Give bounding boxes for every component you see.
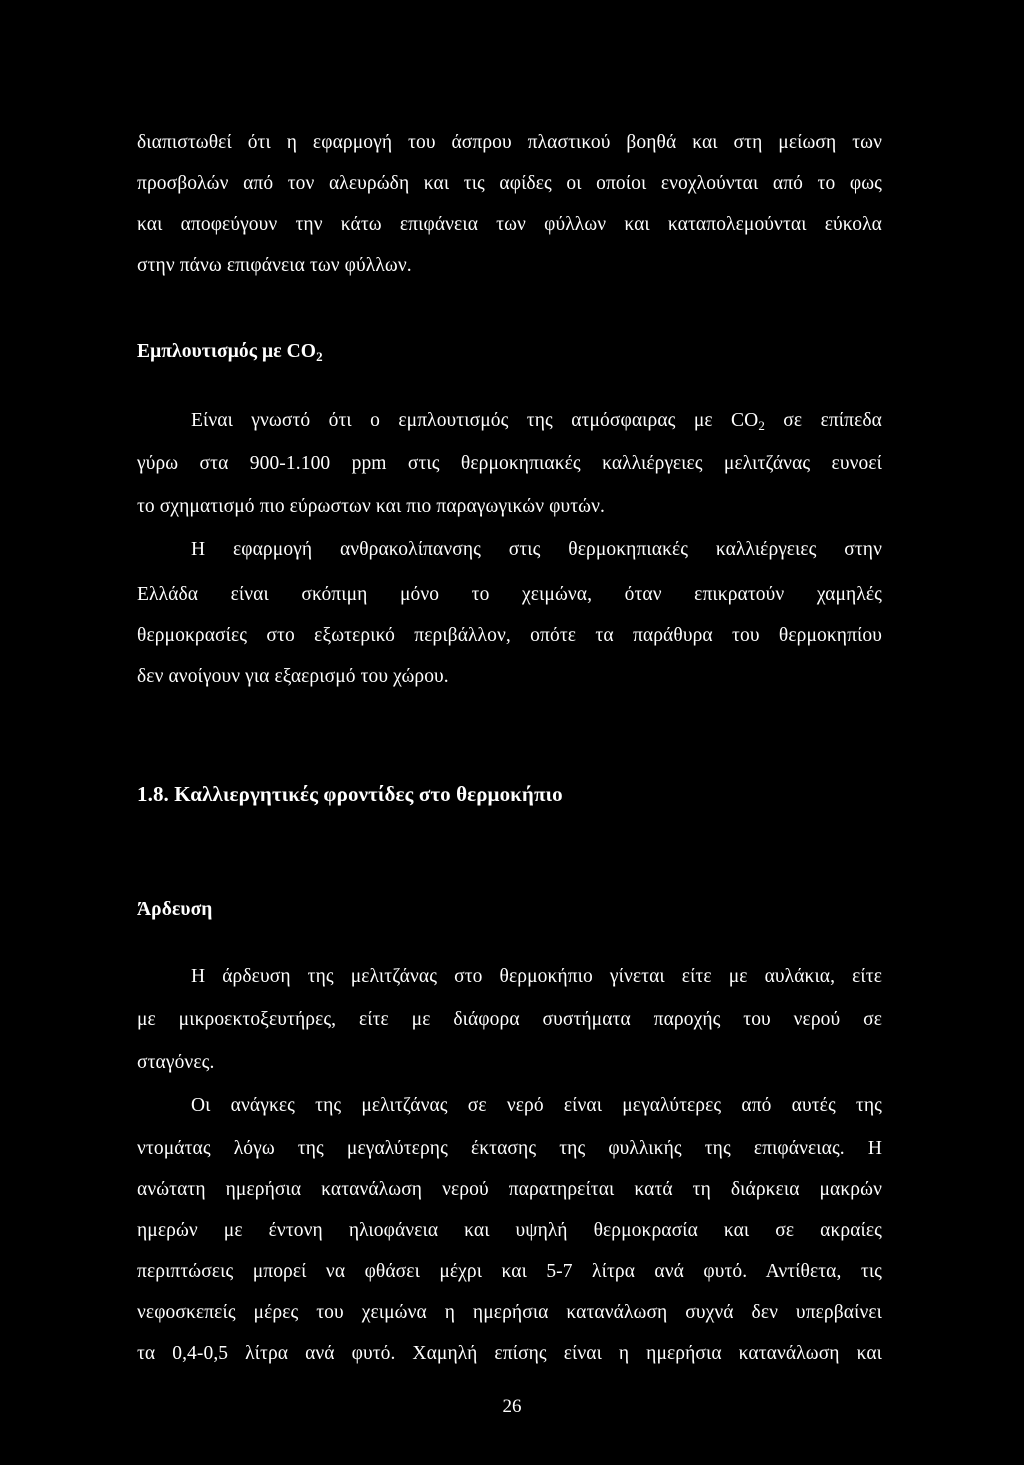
subheading-text: Εμπλουτισμός με CO (137, 341, 317, 362)
text-line: γύρω στα 900-1.100 ppm στις θερμοκηπιακές καλλιέργειες μελιτζάνας ευνοεί (137, 453, 882, 474)
text-line: περιπτώσεις μπορεί να φθάσει μέχρι και 5-7 λίτρα ανά φυτό. Αντίθετα, τις (137, 1261, 882, 1282)
text-line: νεφοσκεπείς μέρες του χειμώνα η ημερήσια κατανάλωση συχνά δεν υπερβαίνει (137, 1302, 882, 1323)
text-line: στην πάνω επιφάνεια των φύλλων. (137, 255, 412, 276)
text-line: με μικροεκτοξευτήρες, είτε με διάφορα συστήματα παροχής του νερού σε (137, 1009, 882, 1030)
text-line: το σχηματισμό πιο εύρωστων και πιο παραγωγικών φυτών. (137, 496, 605, 517)
text-line: και αποφεύγουν την κάτω επιφάνεια των φύλλων και καταπολεμούνται εύκολα (137, 214, 882, 235)
text-line: τα 0,4-0,5 λίτρα ανά φυτό. Χαμηλή επίσης είναι η ημερήσια κατανάλωση και (137, 1343, 882, 1364)
text-line: θερμοκρασίες στο εξωτερικό περιβάλλον, οπότε τα παράθυρα του θερμοκηπίου (137, 625, 882, 646)
subscript: 2 (758, 418, 765, 433)
text-span: σε επίπεδα (764, 410, 882, 431)
subheading-co2 (137, 339, 882, 365)
text-line: ημερών με έντονη ηλιοφάνεια και υψηλή θερμοκρασία και σε ακραίες (137, 1220, 882, 1241)
text-line (191, 408, 882, 434)
text-line: Η εφαρμογή ανθρακολίπανσης στις θερμοκηπιακές καλλιέργειες στην (191, 539, 882, 560)
text-line: Οι ανάγκες της μελιτζάνας σε νερό είναι μεγαλύτερες από αυτές της (191, 1095, 882, 1116)
text-line: Ελλάδα είναι σκόπιμη μόνο το χειμώνα, όταν επικρατούν χαμηλές (137, 584, 882, 605)
text-line: δεν ανοίγουν για εξαερισμό του χώρου. (137, 666, 449, 687)
text-line: ανώτατη ημερήσια κατανάλωση νερού παρατηρείται κατά τη διάρκεια μακρών (137, 1179, 882, 1200)
text-line: ντομάτας λόγω της μεγαλύτερης έκτασης της φυλλικής της επιφάνειας. Η (137, 1138, 882, 1159)
text-line: σταγόνες. (137, 1052, 215, 1073)
text-line: διαπιστωθεί ότι η εφαρμογή του άσπρου πλαστικού βοηθά και στη μείωση των (137, 132, 882, 153)
section-title: 1.8. Καλλιεργητικές φροντίδες στο θερμοκήπιο (137, 782, 563, 806)
text-line: προσβολών από τον αλευρώδη και τις αφίδες οι οποίοι ενοχλούνται από το φως (137, 173, 882, 194)
subscript: 2 (316, 349, 323, 364)
text-line: Η άρδευση της μελιτζάνας στο θερμοκήπιο γίνεται είτε με αυλάκια, είτε (191, 966, 882, 987)
page-number: 26 (502, 1396, 522, 1417)
subheading-irrigation: Άρδευση (137, 899, 213, 920)
text-span: Είναι γνωστό ότι ο εμπλουτισμός της ατμόσφαιρας με CO (191, 410, 759, 431)
